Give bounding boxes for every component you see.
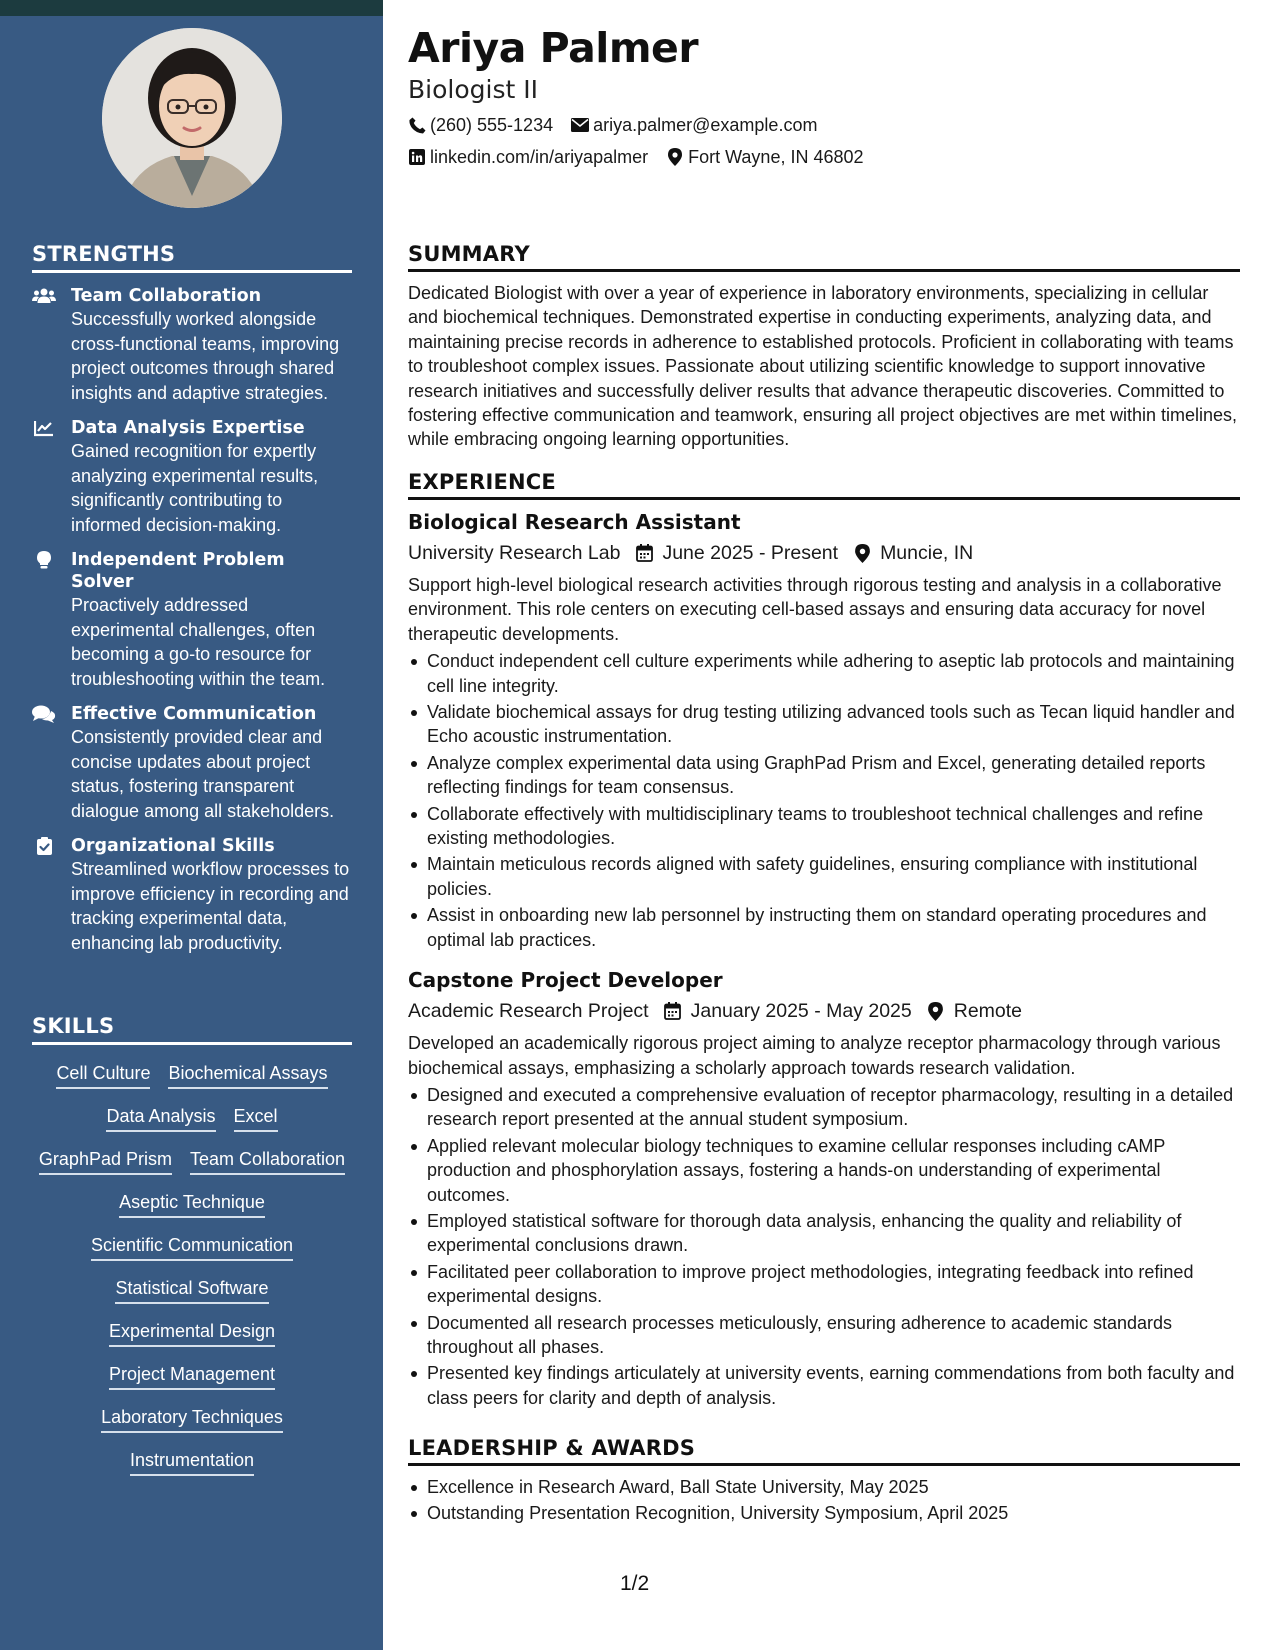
skill-tag: Cell Culture	[56, 1061, 150, 1089]
map-pin-icon	[926, 1001, 946, 1021]
skill-tag: Laboratory Techniques	[101, 1405, 283, 1433]
strength-description: Successfully worked alongside cross-functional teams, improving project outcomes through shared insights and adaptive strategies.	[71, 309, 340, 403]
profile-photo	[102, 28, 282, 208]
job-title: Capstone Project Developer	[408, 968, 723, 993]
strength-title: Organizational Skills	[71, 836, 275, 856]
email-text: ariya.palmer@example.com	[593, 115, 818, 135]
skills-list	[32, 1061, 352, 1476]
skill-tag: Project Management	[109, 1362, 275, 1390]
job-bullet: Conduct independent cell culture experiments while adhering to aseptic lab protocols and maintaining cell line integrity.	[408, 649, 1240, 698]
job-dates-text: June 2025 - Present	[662, 542, 839, 564]
experience-heading: EXPERIENCE	[408, 470, 1240, 500]
lightbulb-icon	[32, 551, 56, 569]
skills-heading: SKILLS	[32, 1014, 352, 1045]
awards-section	[408, 1436, 1240, 1528]
strength-item	[32, 703, 352, 823]
users-icon	[32, 287, 56, 305]
job-bullet: Designed and executed a comprehensive evaluation of receptor pharmacology, resulting in a detailed research report presented at the annual student symposium.	[408, 1083, 1240, 1132]
job-location-text: Muncie, IN	[880, 542, 974, 564]
skill-tag: Experimental Design	[109, 1319, 275, 1347]
job-location	[852, 539, 973, 567]
phone-text: (260) 555-1234	[430, 115, 554, 135]
strength-item	[32, 285, 352, 405]
strength-item	[32, 417, 352, 537]
skill-tag: Excel	[234, 1104, 278, 1132]
job-location	[926, 997, 1022, 1025]
experience-section	[408, 470, 1240, 1412]
job-meta	[408, 539, 1240, 567]
linkedin-text: linkedin.com/in/ariyapalmer	[430, 147, 649, 167]
skill-tag: Statistical Software	[115, 1276, 268, 1304]
summary-section	[408, 242, 1240, 452]
job-dates	[663, 997, 912, 1025]
job-location-text: Remote	[953, 1000, 1023, 1023]
job-bullet: Facilitated peer collaboration to improve project methodologies, integrating feedback into refined experimental designs.	[408, 1260, 1240, 1309]
location-contact	[666, 145, 863, 169]
comments-icon	[32, 705, 56, 723]
job-dates-text: January 2025 - May 2025	[690, 1000, 912, 1023]
job-bullet: Collaborate effectively with multidisciplinary teams to troubleshoot technical challenges and refine existing methodologies.	[408, 802, 1240, 851]
awards-heading: LEADERSHIP & AWARDS	[408, 1436, 1240, 1466]
map-pin-icon	[852, 543, 872, 563]
strength-title: Team Collaboration	[71, 286, 262, 306]
job-organization: Academic Research Project	[408, 1000, 649, 1023]
job-entry	[408, 966, 1240, 1410]
job-dates	[634, 539, 838, 567]
candidate-title: Biologist II	[408, 75, 538, 104]
skill-tag: Biochemical Assays	[168, 1061, 327, 1089]
map-pin-icon	[666, 148, 684, 166]
strength-description: Consistently provided clear and concise updates about project status, fostering transparent dialogue among all stakeholders.	[71, 727, 335, 821]
skill-tag: Team Collaboration	[190, 1147, 345, 1175]
calendar-icon	[634, 543, 654, 563]
linkedin-icon	[408, 148, 426, 166]
job-title: Biological Research Assistant	[408, 510, 741, 534]
job-entry	[408, 508, 1240, 952]
linkedin-contact[interactable]	[408, 145, 648, 169]
sidebar	[0, 0, 383, 1650]
contact-row	[408, 113, 835, 137]
skill-tag: GraphPad Prism	[39, 1147, 172, 1175]
page-number: 1/2	[620, 1572, 650, 1595]
strength-description: Gained recognition for expertly analyzing experimental results, significantly contributing to informed decision-making.	[71, 441, 319, 535]
job-bullet: Assist in onboarding new lab personnel by instructing them on standard operating procedures and optimal lab practices.	[408, 903, 1240, 952]
skill-tag: Scientific Communication	[91, 1233, 293, 1261]
strength-title: Independent Problem Solver	[71, 550, 285, 592]
job-bullet: Validate biochemical assays for drug testing utilizing advanced tools such as Tecan liquid handler and Echo acoustic instrumentation.	[408, 700, 1240, 749]
location-text: Fort Wayne, IN 46802	[688, 147, 864, 167]
envelope-icon	[571, 116, 589, 134]
chart-line-icon	[32, 419, 56, 437]
job-bullet: Analyze complex experimental data using GraphPad Prism and Excel, generating detailed reports reflecting findings for team consensus.	[408, 751, 1240, 800]
awards-list	[408, 1475, 1240, 1526]
phone-contact[interactable]	[408, 113, 553, 137]
phone-icon	[408, 116, 426, 134]
skill-tag: Instrumentation	[130, 1448, 254, 1476]
job-bullet: Maintain meticulous records aligned with safety guidelines, ensuring compliance with institutional policies.	[408, 852, 1240, 901]
candidate-name: Ariya Palmer	[408, 24, 699, 72]
strength-item	[32, 835, 352, 955]
email-contact[interactable]	[571, 113, 817, 137]
job-bullet: Presented key findings articulately at university events, earning commendations from both faculty and class peers for clarity and depth of analysis.	[408, 1361, 1240, 1410]
strength-item	[32, 549, 352, 691]
job-bullet: Applied relevant molecular biology techniques to examine cellular responses including cAMP production and phosphorylation assays, fostering a hands-on understanding of experimental outcomes.	[408, 1134, 1240, 1207]
job-bullet: Documented all research processes meticulously, ensuring adherence to academic standards throughout all phases.	[408, 1311, 1240, 1360]
summary-heading: SUMMARY	[408, 242, 1240, 272]
job-organization: University Research Lab	[408, 542, 621, 564]
sidebar-top-bar	[0, 0, 383, 16]
skills-section	[32, 1014, 352, 1476]
award-item: Excellence in Research Award, Ball State University, May 2025	[408, 1475, 1240, 1499]
clipboard-check-icon	[32, 837, 56, 855]
job-meta	[408, 997, 1240, 1025]
strength-description: Proactively addressed experimental challenges, often becoming a go-to resource for troubleshooting within the team.	[71, 595, 326, 689]
strengths-heading: STRENGTHS	[32, 242, 352, 273]
skill-tag: Data Analysis	[106, 1104, 215, 1132]
strength-title: Data Analysis Expertise	[71, 418, 305, 438]
job-bullet: Employed statistical software for thorough data analysis, enhancing the quality and reliability of experimental conclusions drawn.	[408, 1209, 1240, 1258]
strength-description: Streamlined workflow processes to improve efficiency in recording and tracking experimental data, enhancing lab productivity.	[71, 859, 350, 953]
summary-text: Dedicated Biologist with over a year of experience in laboratory environments, specializing in cellular and biochemical techniques. Demonstrated expertise in conducting experiments, analyzing data, and maintaining precise records in adherence to established protocols. Proficient in collaborating with teams to troubleshoot complex issues. Passionate about utilizing scientific knowledge to support innovative research initiatives and successfully deliver results that advance therapeutic discoveries. Committed to fostering effective communication and teamwork, ensuring all project objectives are met within timelines, while embracing ongoing learning opportunities.	[408, 283, 1238, 450]
strengths-section	[32, 242, 352, 955]
job-bullets	[408, 1083, 1240, 1410]
job-bullets	[408, 649, 1240, 952]
contact-row	[408, 145, 882, 169]
job-description: Support high-level biological research activities through rigorous testing and analysis in a collaborative environment. This role centers on executing cell-based assays and ensuring data accuracy for novel therapeutic developments.	[408, 575, 1222, 644]
job-description: Developed an academically rigorous project aiming to analyze receptor pharmacology through various biochemical assays, emphasizing a scholarly approach towards research validation.	[408, 1033, 1221, 1078]
strength-title: Effective Communication	[71, 704, 317, 724]
skill-tag: Aseptic Technique	[119, 1190, 265, 1218]
calendar-icon	[663, 1001, 683, 1021]
award-item: Outstanding Presentation Recognition, University Symposium, April 2025	[408, 1501, 1240, 1525]
